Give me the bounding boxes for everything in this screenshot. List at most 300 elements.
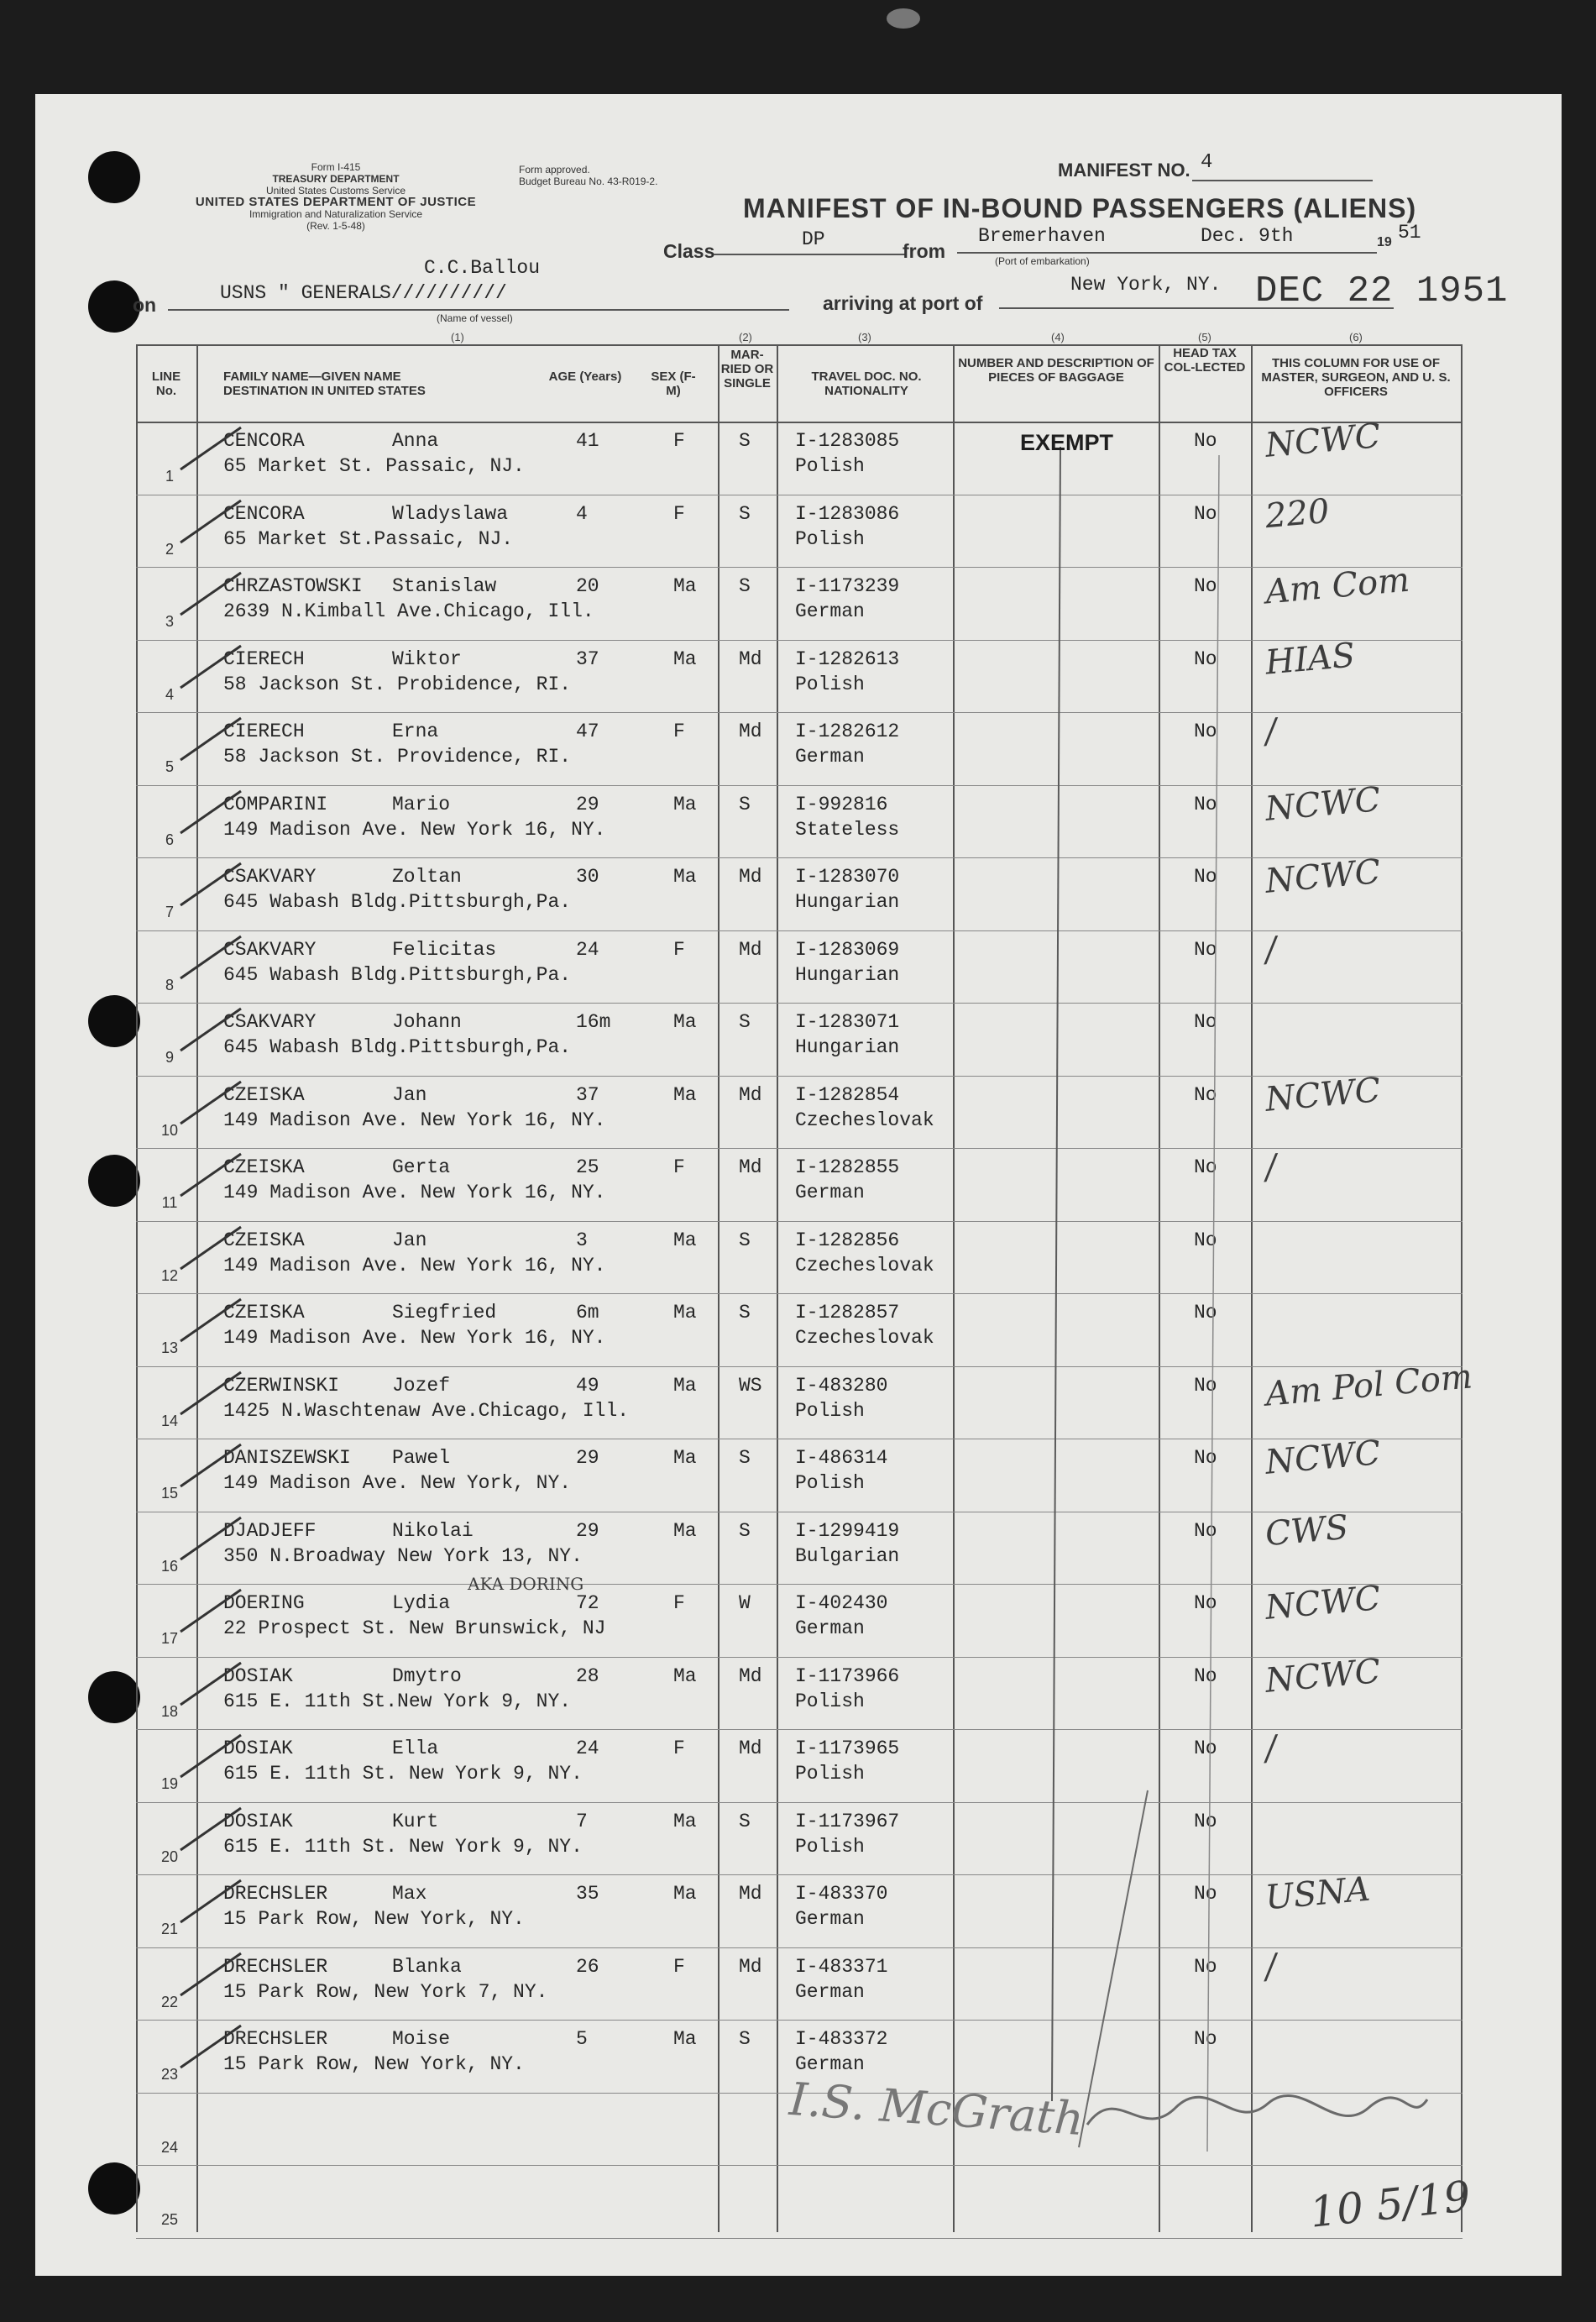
destination: 149 Madison Ave. New York, NY.: [223, 1472, 572, 1494]
sex: Ma: [673, 1229, 697, 1251]
age: 35: [576, 1883, 599, 1905]
family-name: CSAKVARY: [223, 866, 317, 888]
check-mark-icon: [174, 1150, 249, 1200]
head-tax: No: [1194, 575, 1217, 597]
col-header-baggage: NUMBER AND DESCRIPTION OF PIECES OF BAGGAGE: [958, 356, 1154, 385]
arriving-label: arriving at port of: [823, 292, 983, 314]
vessel-line: [168, 309, 789, 311]
head-tax: No: [1194, 1592, 1217, 1614]
nationality: German: [795, 1617, 865, 1639]
given-name: Kurt: [392, 1810, 439, 1832]
destination: 350 N.Broadway New York 13, NY.: [223, 1544, 583, 1567]
age: 26: [576, 1955, 599, 1978]
check-mark-icon: [174, 1368, 249, 1418]
travel-doc-number: I-1173239: [795, 575, 900, 597]
marital-status: W: [739, 1592, 751, 1614]
table-row: [136, 1070, 1463, 1149]
agency-block: [101, 161, 571, 232]
line-number: 13: [160, 1339, 179, 1356]
table-row: [136, 491, 1463, 568]
travel-doc-number: I-1283069: [795, 938, 900, 961]
line-number: 9: [165, 1049, 174, 1066]
family-name: CENCORA: [223, 430, 305, 452]
travel-doc-number: I-1173967: [795, 1810, 900, 1832]
family-name: CENCORA: [223, 502, 305, 525]
sex: Ma: [673, 1011, 697, 1033]
travel-doc-number: I-1283070: [795, 866, 900, 888]
punch-hole: [88, 995, 140, 1047]
check-mark-icon: [174, 1659, 249, 1709]
table-row: [136, 1507, 1463, 1585]
sex: F: [673, 1156, 685, 1178]
nationality: Polish: [795, 1472, 865, 1494]
line-number: 6: [165, 831, 174, 848]
age: 49: [576, 1374, 599, 1397]
nationality: Hungarian: [795, 963, 900, 986]
sex: Ma: [673, 1083, 697, 1106]
family-name: CSAKVARY: [223, 1011, 317, 1033]
given-name: Zoltan: [392, 866, 462, 888]
age: 3: [576, 1229, 588, 1251]
officer-signature: I.S. McGrath: [788, 2072, 1086, 2146]
age: 29: [576, 1519, 599, 1542]
col-number: (3): [858, 331, 871, 343]
col-number: (6): [1349, 331, 1363, 343]
punch-hole: [88, 1155, 140, 1207]
table-row: [136, 1947, 1463, 2021]
baggage-exempt-stamp: EXEMPT: [1020, 430, 1114, 455]
punch-hole: [88, 2162, 140, 2215]
nationality: Polish: [795, 1399, 865, 1422]
table-row: [136, 1574, 1463, 1657]
head-tax: No: [1194, 1374, 1217, 1397]
travel-doc-number: I-1282857: [795, 1302, 900, 1323]
check-mark-icon: [174, 1295, 249, 1345]
officer-note: /: [1264, 711, 1279, 752]
travel-doc-number: I-483280: [795, 1374, 888, 1397]
officer-note: NCWC: [1264, 1651, 1383, 1701]
age: 47: [576, 721, 599, 742]
nationality: Polish: [795, 1763, 865, 1785]
destination: 149 Madison Ave. New York 16, NY.: [223, 1109, 606, 1131]
given-name: Jozef: [392, 1374, 451, 1397]
form-number: Form I-415: [311, 161, 361, 173]
head-tax: No: [1194, 1302, 1217, 1323]
nationality: Polish: [795, 527, 865, 550]
sex: F: [673, 721, 685, 742]
given-name: Lydia: [392, 1592, 451, 1614]
family-name: CIERECH: [223, 647, 305, 670]
officer-note: CWS: [1264, 1507, 1350, 1554]
col-header-head-tax: HEAD TAX COL-LECTED: [1164, 346, 1246, 375]
given-name: Blanka: [392, 1955, 462, 1978]
col-header-name: FAMILY NAME—GIVEN NAME DESTINATION IN UNITED STATES: [223, 370, 426, 398]
sex: Ma: [673, 1810, 697, 1832]
table-row: [136, 1356, 1474, 1439]
head-tax: No: [1194, 793, 1217, 815]
marital-status: S: [739, 430, 751, 452]
sex: F: [673, 1592, 685, 1614]
given-name: Ella: [392, 1738, 439, 1759]
given-name: Gerta: [392, 1156, 451, 1178]
age: 37: [576, 647, 599, 670]
nationality: Polish: [795, 1690, 865, 1712]
age: 41: [576, 430, 599, 452]
given-name: Dmytro: [392, 1664, 462, 1687]
head-tax: No: [1194, 1229, 1217, 1251]
class-value: DP: [802, 228, 825, 250]
check-mark-icon: [174, 1731, 249, 1781]
travel-doc-number: I-1282613: [795, 647, 900, 670]
manifest-no-line: [1192, 180, 1373, 181]
given-name: Max: [392, 1883, 427, 1905]
marital-status: S: [739, 2028, 751, 2050]
given-name: Johann: [392, 1011, 462, 1033]
officer-note: 220: [1264, 491, 1332, 536]
marital-status: S: [739, 1447, 751, 1469]
justice-dept: UNITED STATES DEPARTMENT OF JUSTICE: [195, 195, 477, 209]
check-mark-icon: [174, 423, 249, 474]
head-tax: No: [1194, 1664, 1217, 1687]
officer-note: NCWC: [1264, 852, 1383, 901]
table-row: [136, 930, 1463, 1004]
destination: 15 Park Row, New York 7, NY.: [223, 1980, 548, 2003]
destination: 645 Wabash Bldg.Pittsburgh,Pa.: [223, 891, 572, 913]
travel-doc-number: I-483372: [795, 2028, 888, 2050]
marital-status: Md: [739, 1955, 762, 1978]
table-top-rule: [136, 344, 1463, 346]
col-number: (5): [1198, 331, 1211, 343]
age: 24: [576, 1738, 599, 1759]
sex: Ma: [673, 2028, 697, 2050]
family-name: DJADJEFF: [223, 1519, 317, 1542]
officer-note: Am Com: [1264, 560, 1411, 612]
given-name: Jan: [392, 1083, 427, 1106]
from-line: [957, 252, 1377, 254]
marital-status: S: [739, 1011, 751, 1033]
given-name: Nikolai: [392, 1519, 474, 1542]
line-number: 21: [160, 1921, 179, 1937]
col-header-sex: SEX (F-M): [651, 370, 696, 398]
officer-note: /: [1264, 1728, 1279, 1769]
marital-status: Md: [739, 1664, 762, 1687]
destination: 65 Market St. Passaic, NJ.: [223, 455, 525, 477]
nationality: German: [795, 1908, 865, 1930]
destination: 149 Madison Ave. New York 16, NY.: [223, 1182, 606, 1203]
destination: 58 Jackson St. Providence, RI.: [223, 746, 572, 768]
family-name: CZEISKA: [223, 1302, 305, 1323]
given-name: Mario: [392, 793, 451, 815]
given-name: Pawel: [392, 1447, 451, 1469]
line-number: 19: [160, 1775, 179, 1792]
nationality: Polish: [795, 455, 865, 477]
sex: Ma: [673, 575, 697, 597]
line-number: 7: [165, 904, 174, 920]
travel-doc-number: I-1283085: [795, 430, 900, 452]
family-name: CHRZASTOWSKI: [223, 575, 363, 597]
check-mark-icon: [174, 2021, 249, 2072]
vessel-struck: S//////////: [379, 282, 507, 304]
punch-hole: [88, 1671, 140, 1723]
check-mark-icon: [174, 496, 249, 547]
travel-doc-number: I-1173965: [795, 1738, 900, 1759]
destination: 22 Prospect St. New Brunswick, NJ: [223, 1617, 606, 1639]
officer-note: USNA: [1264, 1869, 1372, 1918]
head-tax: No: [1194, 1519, 1217, 1542]
family-name: DOERING: [223, 1592, 305, 1614]
destination: 65 Market St.Passaic, NJ.: [223, 527, 514, 550]
marital-status: S: [739, 502, 751, 525]
line-number: 3: [165, 613, 174, 630]
head-tax: No: [1194, 1810, 1217, 1832]
nationality: German: [795, 2053, 865, 2075]
col-header-age: AGE (Years): [548, 370, 622, 384]
marital-status: S: [739, 1302, 751, 1323]
check-mark-icon: [174, 932, 249, 983]
sex: Ma: [673, 647, 697, 670]
budget-number: Budget Bureau No. 43-R019-2.: [519, 176, 658, 187]
given-name: Siegfried: [392, 1302, 497, 1323]
col-header-marital: MAR-RIED OR SINGLE: [720, 348, 774, 390]
officer-note: NCWC: [1264, 779, 1383, 829]
destination: 1425 N.Waschtenaw Ave.Chicago, Ill.: [223, 1399, 630, 1422]
table-row: [136, 779, 1463, 858]
line-number: 12: [160, 1266, 179, 1284]
head-tax: No: [1194, 1955, 1217, 1978]
marital-status: Md: [739, 938, 762, 961]
table-row: [136, 560, 1463, 640]
line-number: 22: [160, 1993, 179, 2010]
travel-doc-number: I-1283086: [795, 502, 900, 525]
nationality: German: [795, 746, 865, 768]
officer-note: NCWC: [1264, 1434, 1383, 1482]
marital-status: Md: [739, 647, 762, 670]
travel-doc-number: I-1282856: [795, 1229, 900, 1251]
passenger-table: [136, 331, 1474, 2232]
sex: Ma: [673, 866, 697, 888]
destination: 645 Wabash Bldg.Pittsburgh,Pa.: [223, 963, 572, 986]
family-name: DOSIAK: [223, 1738, 293, 1759]
nationality: German: [795, 600, 865, 622]
given-name: Stanislaw: [392, 575, 497, 597]
destination: 149 Madison Ave. New York 16, NY.: [223, 818, 606, 841]
age: 7: [576, 1810, 588, 1832]
nationality: Czecheslovak: [795, 1109, 934, 1131]
nationality: Stateless: [795, 818, 900, 841]
check-mark-icon: [174, 1440, 249, 1491]
officer-note: Am Pol Com: [1264, 1356, 1474, 1414]
age: 24: [576, 938, 599, 961]
family-name: CSAKVARY: [223, 938, 317, 961]
head-tax: No: [1194, 647, 1217, 670]
travel-doc-number: I-402430: [795, 1592, 888, 1614]
travel-doc-number: I-486314: [795, 1447, 888, 1469]
line-number: 10: [160, 1121, 179, 1139]
destination: 615 E. 11th St.New York 9, NY.: [223, 1690, 572, 1712]
head-tax: No: [1194, 1083, 1217, 1106]
signature-flourish: [1083, 2074, 1436, 2150]
sex: F: [673, 938, 685, 961]
travel-doc-number: I-1282854: [795, 1083, 900, 1106]
head-tax: No: [1194, 1883, 1217, 1905]
marital-status: S: [739, 793, 751, 815]
line-number: 17: [160, 1630, 179, 1647]
destination: 149 Madison Ave. New York 16, NY.: [223, 1254, 606, 1276]
officer-note: /: [1264, 1947, 1279, 1986]
nationality: Hungarian: [795, 1036, 900, 1058]
col-number: (2): [739, 331, 752, 343]
family-name: CIERECH: [223, 721, 305, 742]
check-mark-icon: [174, 1004, 249, 1055]
head-tax: No: [1194, 1738, 1217, 1759]
nationality: German: [795, 1182, 865, 1203]
sex: F: [673, 1955, 685, 1978]
travel-doc-number: I-483371: [795, 1955, 888, 1978]
line-number: 25: [160, 2211, 179, 2228]
head-tax: No: [1194, 1011, 1217, 1033]
arrival-port: New York, NY.: [1070, 274, 1222, 296]
travel-doc-number: I-1173966: [795, 1664, 900, 1687]
vessel-note: (Name of vessel): [437, 312, 513, 324]
family-name: CZEISKA: [223, 1229, 305, 1251]
marital-status: S: [739, 1810, 751, 1832]
check-mark-icon: [174, 1513, 249, 1564]
given-name: Moise: [392, 2028, 451, 2050]
age: 16m: [576, 1011, 611, 1033]
age: 25: [576, 1156, 599, 1178]
family-name: COMPARINI: [223, 793, 328, 815]
immigration-service: Immigration and Naturalization Service: [249, 208, 423, 220]
class-label: Class: [663, 240, 715, 262]
officer-note: /: [1264, 1147, 1279, 1187]
table-row: [136, 1802, 1463, 1875]
col-header-travel-doc: TRAVEL DOC. NO. NATIONALITY: [811, 370, 922, 398]
treasury-dept: TREASURY DEPARTMENT: [272, 173, 400, 185]
table-row: [136, 1869, 1463, 1947]
line-number: 2: [165, 540, 174, 558]
sex: Ma: [673, 1447, 697, 1469]
line-number: 14: [160, 1412, 179, 1429]
marital-status: S: [739, 575, 751, 597]
table-row: [136, 2165, 1463, 2238]
manifest-no-value: 4: [1201, 151, 1213, 174]
table-row: [136, 712, 1463, 785]
officer-note: NCWC: [1264, 1579, 1383, 1627]
travel-doc-number: I-1283071: [795, 1011, 900, 1033]
destination: 615 E. 11th St. New York 9, NY.: [223, 1763, 583, 1785]
sex: Ma: [673, 793, 697, 815]
travel-doc-number: I-483370: [795, 1883, 888, 1905]
col-header-line-no: LINE No.: [151, 370, 181, 398]
sex: Ma: [673, 1883, 697, 1905]
binding-notch: [887, 8, 920, 29]
travel-doc-number: I-992816: [795, 793, 888, 815]
table-row: [136, 1221, 1463, 1294]
age: 5: [576, 2028, 588, 2050]
line-number: 20: [160, 1848, 179, 1865]
col-header-officers: THIS COLUMN FOR USE OF MASTER, SURGEON, AND U. S. OFFICERS: [1261, 356, 1451, 399]
from-label: from: [903, 240, 946, 262]
sex: F: [673, 430, 685, 452]
age: 4: [576, 502, 588, 525]
table-row: [136, 1729, 1463, 1802]
table-row: [136, 635, 1463, 713]
departure-date: Dec. 9th: [1201, 225, 1294, 247]
nationality: Polish: [795, 1835, 865, 1858]
destination: 58 Jackson St. Probidence, RI.: [223, 673, 572, 695]
family-name: DOSIAK: [223, 1810, 293, 1832]
destination: 15 Park Row, New York, NY.: [223, 2053, 525, 2075]
table-row: [136, 1651, 1463, 1730]
age: 20: [576, 575, 599, 597]
manifest-title: MANIFEST OF IN-BOUND PASSENGERS (ALIENS): [743, 193, 1417, 223]
given-name: Anna: [392, 430, 439, 452]
col-number: (4): [1051, 331, 1065, 343]
age: 37: [576, 1083, 599, 1106]
marital-status: WS: [739, 1374, 762, 1397]
marital-status: S: [739, 1229, 751, 1251]
year-prefix: 19: [1377, 235, 1392, 249]
check-mark-icon: [174, 569, 249, 619]
marital-status: S: [739, 1519, 751, 1542]
line-number: 4: [165, 685, 174, 703]
family-name: DOSIAK: [223, 1664, 293, 1687]
family-name: DRECHSLER: [223, 1955, 328, 1978]
head-tax: No: [1194, 1156, 1217, 1178]
line-number: 5: [165, 758, 174, 775]
head-tax: No: [1194, 866, 1217, 888]
head-tax-pen-stroke: [1159, 422, 1251, 2232]
table-row: [136, 1148, 1463, 1221]
revision: (Rev. 1-5-48): [306, 220, 365, 232]
nationality: Polish: [795, 673, 865, 695]
marital-status: Md: [739, 1738, 762, 1759]
sex: Ma: [673, 1302, 697, 1323]
given-name: Erna: [392, 721, 439, 742]
customs-service: United States Customs Service: [265, 185, 406, 197]
family-name: DANISZEWSKI: [223, 1447, 351, 1469]
year-value: 51: [1398, 222, 1421, 244]
line-number: 11: [161, 1194, 178, 1211]
nationality: Czecheslovak: [795, 1327, 934, 1349]
age: 6m: [576, 1302, 599, 1323]
age: 28: [576, 1664, 599, 1687]
travel-doc-number: I-1299419: [795, 1519, 900, 1542]
approved-text: Form approved.: [519, 164, 590, 176]
family-name: DRECHSLER: [223, 2028, 328, 2050]
head-tax: No: [1194, 430, 1217, 452]
destination: 2639 N.Kimball Ave.Chicago, Ill.: [223, 600, 594, 622]
marital-status: Md: [739, 866, 762, 888]
age: 29: [576, 793, 599, 815]
sex: Ma: [673, 1374, 697, 1397]
check-mark-icon: [174, 1804, 249, 1854]
given-name: Felicitas: [392, 938, 497, 961]
nationality: Czecheslovak: [795, 1254, 934, 1276]
line-number: 15: [160, 1485, 179, 1502]
table-row: [136, 1434, 1463, 1512]
check-mark-icon: [174, 1876, 249, 1926]
line-number: 16: [160, 1557, 179, 1575]
marital-status: Md: [739, 1156, 762, 1178]
head-tax: No: [1194, 502, 1217, 525]
sex: Ma: [673, 1664, 697, 1687]
age: 30: [576, 866, 599, 888]
officer-note: HIAS: [1264, 635, 1357, 683]
check-mark-icon: [174, 787, 249, 837]
head-tax: No: [1194, 721, 1217, 742]
head-tax: No: [1194, 2028, 1217, 2050]
